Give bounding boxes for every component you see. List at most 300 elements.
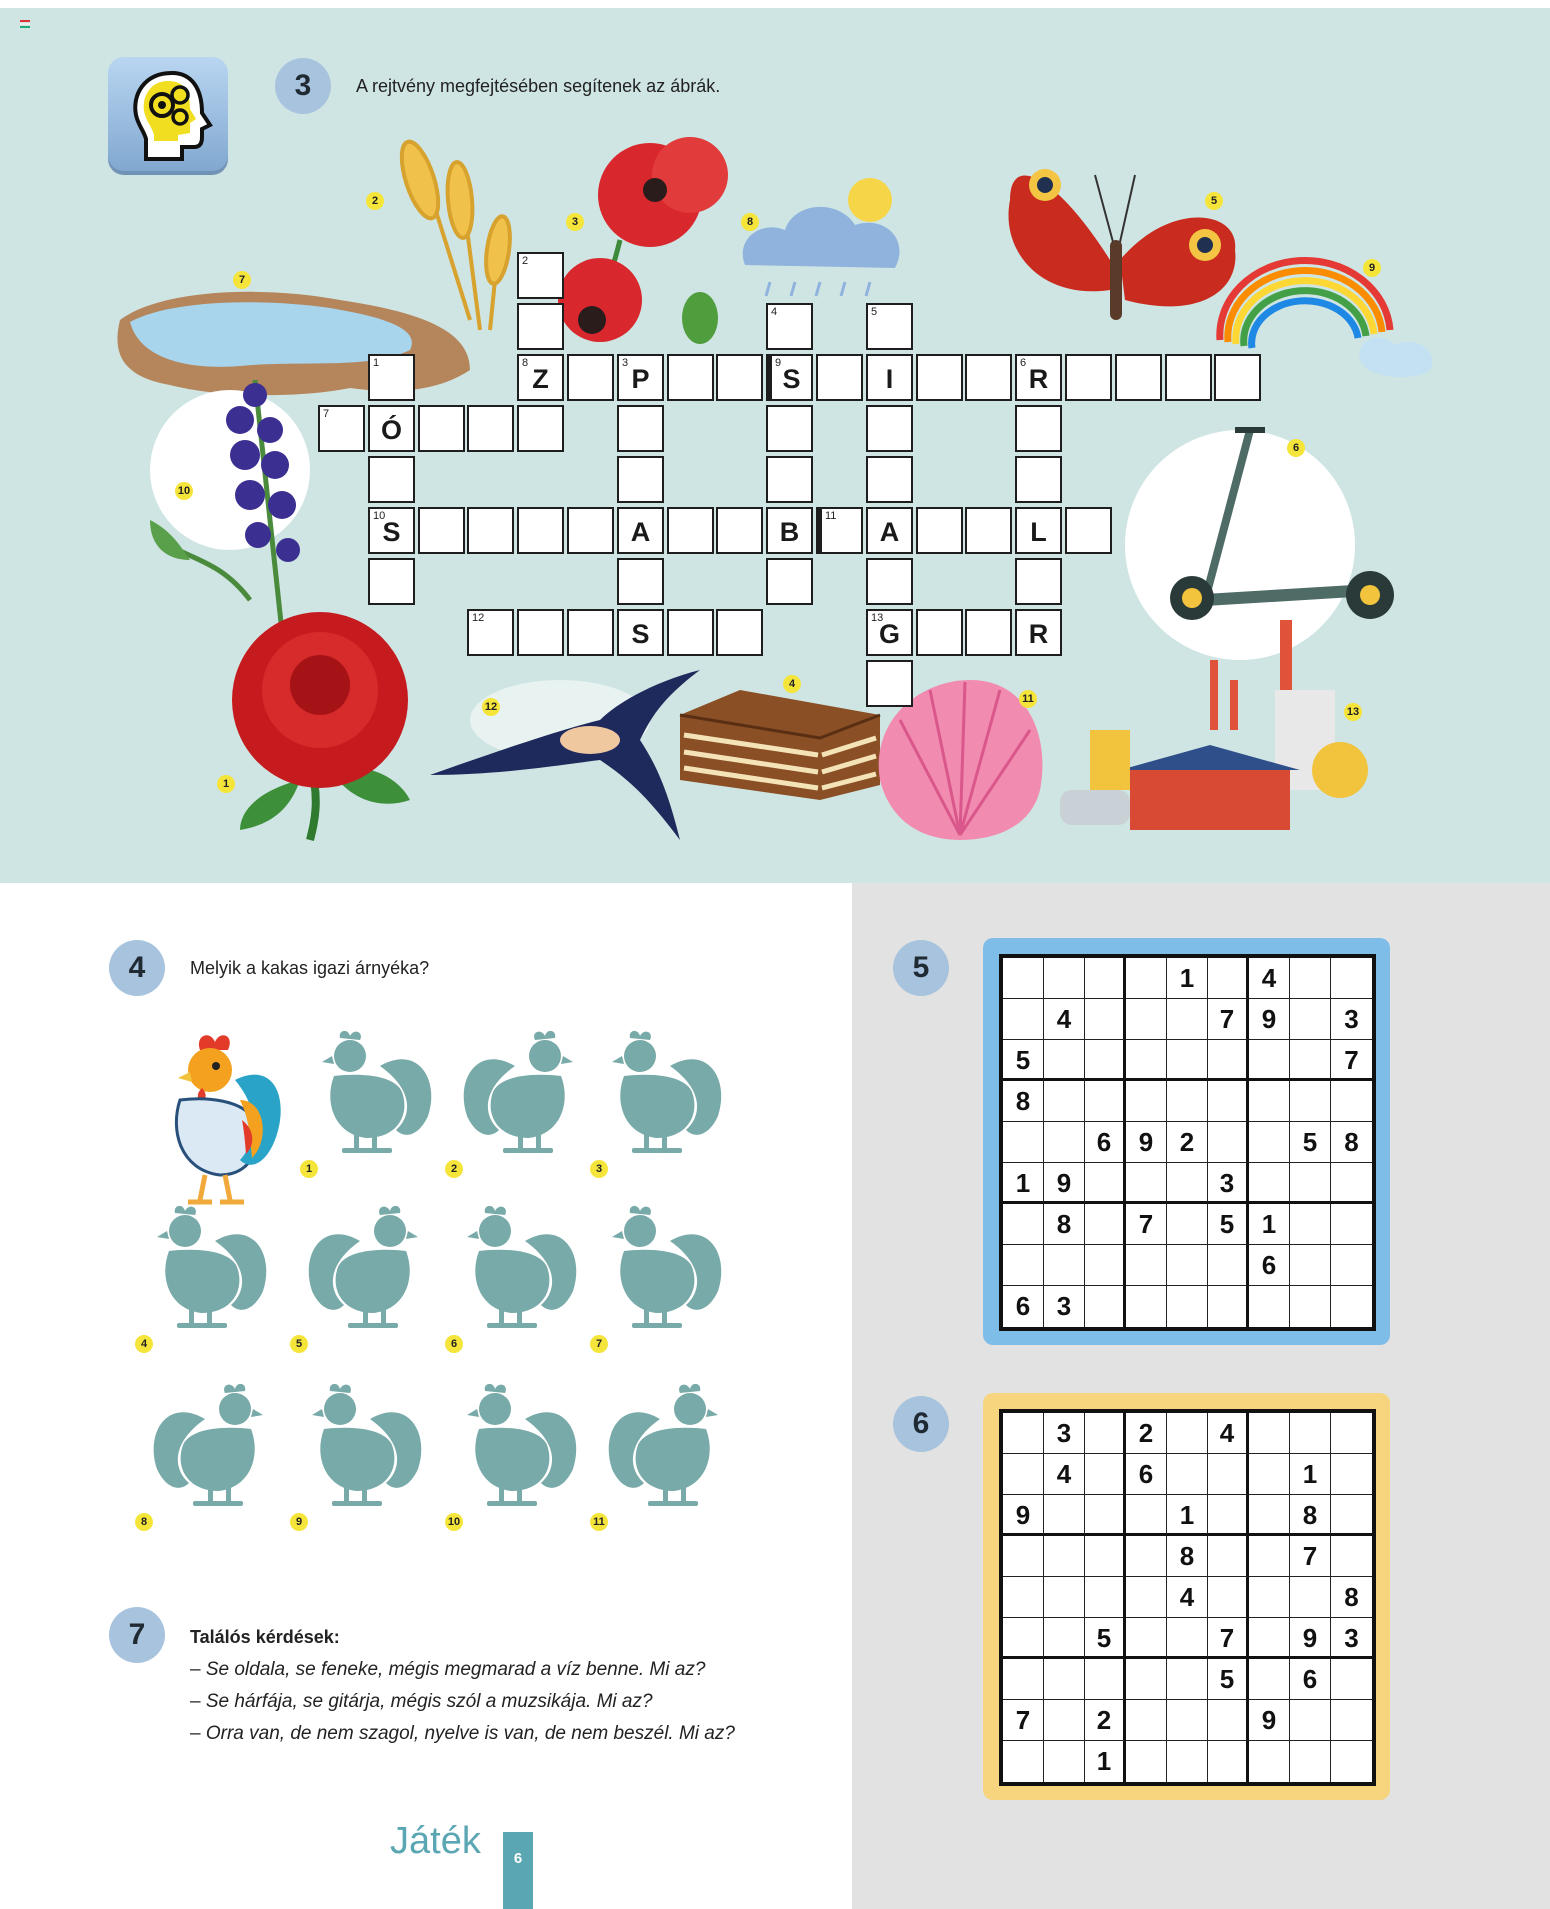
riddles-heading: Találós kérdések: [190, 1627, 340, 1647]
sudoku-cell[interactable]: 9 [1290, 1618, 1331, 1659]
sudoku-cell[interactable] [1126, 1286, 1167, 1327]
sudoku-cell[interactable] [1126, 1495, 1167, 1536]
sudoku-cell[interactable] [1290, 1700, 1331, 1741]
sudoku-cell[interactable]: 9 [1003, 1495, 1044, 1536]
poppy-icon [558, 137, 728, 344]
sudoku-cell[interactable]: 5 [1003, 1040, 1044, 1081]
sudoku-cell[interactable]: 8 [1044, 1204, 1085, 1245]
rooster-silhouette-icon [310, 1030, 440, 1160]
crossword-cell[interactable] [517, 405, 564, 452]
sudoku-cell[interactable]: 6 [1085, 1122, 1126, 1163]
sudoku-cell[interactable]: 8 [1331, 1577, 1372, 1618]
clue-number: 5 [871, 306, 878, 318]
sudoku-cell[interactable]: 5 [1208, 1204, 1249, 1245]
crossword-cell[interactable] [418, 507, 465, 554]
sudoku-cell[interactable] [1249, 1659, 1290, 1700]
sudoku-cell[interactable] [1085, 1536, 1126, 1577]
task-number-6: 6 [893, 1396, 949, 1452]
shadow-option[interactable] [450, 1205, 585, 1355]
sudoku-cell[interactable]: 7 [1126, 1204, 1167, 1245]
rooster-silhouette-icon [145, 1205, 275, 1335]
rooster-silhouette-icon [300, 1205, 430, 1335]
crossword-cell[interactable] [667, 507, 714, 554]
shadow-option[interactable] [593, 1383, 730, 1533]
sudoku-cell[interactable]: 7 [1208, 999, 1249, 1040]
sudoku-cell[interactable] [1167, 1081, 1208, 1122]
page-number: 6 [503, 1832, 533, 1909]
picture-label: 2 [366, 192, 384, 210]
crossword-cell[interactable] [368, 456, 415, 503]
picture-label: 8 [741, 213, 759, 231]
picture-label: 9 [1363, 259, 1381, 277]
sudoku-cell[interactable] [1044, 1577, 1085, 1618]
sudoku-cell[interactable] [1003, 1577, 1044, 1618]
sudoku-cell[interactable]: 5 [1290, 1122, 1331, 1163]
crossword-cell[interactable] [368, 507, 415, 554]
sudoku-cell[interactable] [1126, 1536, 1167, 1577]
sudoku-cell[interactable]: 4 [1044, 1454, 1085, 1495]
sudoku-cell[interactable] [1044, 1659, 1085, 1700]
sudoku-cell[interactable] [1208, 1741, 1249, 1782]
shadow-option[interactable] [140, 1205, 275, 1355]
sudoku-cell[interactable]: 6 [1126, 1454, 1167, 1495]
rooster-silhouette-icon [300, 1383, 430, 1513]
picture-label: 5 [1205, 192, 1223, 210]
sudoku-cell[interactable] [1249, 1413, 1290, 1454]
crossword-cell[interactable] [766, 558, 813, 605]
sudoku-cell[interactable]: 8 [1290, 1495, 1331, 1536]
crossword-cell[interactable] [517, 507, 564, 554]
sudoku-cell[interactable]: 1 [1003, 1163, 1044, 1204]
shadow-option-number: 4 [135, 1335, 153, 1353]
sudoku-cell[interactable] [1249, 1741, 1290, 1782]
sudoku-cell[interactable] [1044, 1700, 1085, 1741]
crossword-cell[interactable] [766, 303, 813, 350]
crossword-cell[interactable] [1065, 354, 1112, 401]
crossword-cell[interactable] [517, 609, 564, 656]
sudoku-cell[interactable] [1208, 1122, 1249, 1163]
sudoku-cell[interactable] [1085, 1659, 1126, 1700]
sudoku-cell[interactable]: 1 [1085, 1741, 1126, 1782]
rooster-silhouette-icon [455, 1383, 585, 1513]
crossword-cell[interactable] [1015, 609, 1062, 656]
sudoku-cell[interactable]: 9 [1126, 1122, 1167, 1163]
sudoku-cell[interactable]: 9 [1249, 1700, 1290, 1741]
sudoku-cell[interactable]: 6 [1290, 1659, 1331, 1700]
clue-number: 12 [472, 612, 485, 624]
given-letter: B [779, 517, 800, 547]
given-letter: R [1028, 364, 1049, 394]
crossword-cell[interactable] [916, 354, 963, 401]
rooster-icon [140, 1030, 290, 1210]
sudoku-cell[interactable] [1290, 1741, 1331, 1782]
rooster-silhouette-icon [145, 1383, 275, 1513]
crossword-cell[interactable] [866, 507, 913, 554]
sudoku-cell[interactable]: 5 [1208, 1659, 1249, 1700]
crossword-cell[interactable] [866, 609, 913, 656]
sudoku-cell[interactable] [1331, 1495, 1372, 1536]
picture-label: 4 [783, 675, 801, 693]
sudoku-cell[interactable] [1249, 1040, 1290, 1081]
given-letter: R [1028, 619, 1049, 649]
sudoku-cell[interactable] [1044, 1741, 1085, 1782]
sudoku-cell[interactable] [1167, 1700, 1208, 1741]
crossword-cell[interactable] [667, 354, 714, 401]
crossword-cell[interactable] [866, 303, 913, 350]
sudoku-cell[interactable] [1249, 1163, 1290, 1204]
crossword-cell[interactable] [916, 507, 963, 554]
sudoku-cell[interactable] [1003, 1454, 1044, 1495]
sudoku-cell[interactable] [1167, 1163, 1208, 1204]
crossword-cell[interactable] [567, 609, 614, 656]
sudoku-cell[interactable] [1331, 1454, 1372, 1495]
sudoku-cell[interactable]: 9 [1044, 1163, 1085, 1204]
clue-number: 7 [323, 408, 330, 420]
crossword-cell[interactable] [617, 609, 664, 656]
crossword-cell[interactable] [716, 354, 763, 401]
sudoku-cell[interactable] [1167, 1454, 1208, 1495]
sudoku-cell[interactable] [1085, 1286, 1126, 1327]
sudoku-cell[interactable] [1208, 958, 1249, 999]
sudoku-cell[interactable] [1003, 1659, 1044, 1700]
shadow-option-number: 6 [445, 1335, 463, 1353]
sudoku-cell[interactable] [1290, 1245, 1331, 1286]
shadow-option-number: 7 [590, 1335, 608, 1353]
sudoku-cell[interactable] [1044, 1245, 1085, 1286]
sudoku-cell[interactable] [1290, 1040, 1331, 1081]
sudoku-cell[interactable]: 1 [1249, 1204, 1290, 1245]
sudoku-cell[interactable]: 5 [1085, 1618, 1126, 1659]
sudoku-cell[interactable] [1331, 1700, 1372, 1741]
sudoku-cell[interactable] [1208, 1245, 1249, 1286]
shadow-option[interactable] [447, 1383, 585, 1533]
sudoku-cell[interactable] [1331, 1204, 1372, 1245]
sudoku-cell[interactable] [1290, 1163, 1331, 1204]
given-letter: Ó [380, 415, 402, 445]
crossword-cell[interactable] [766, 456, 813, 503]
sudoku-cell[interactable] [1167, 1204, 1208, 1245]
sudoku-cell[interactable]: 1 [1167, 958, 1208, 999]
sudoku-cell[interactable] [1249, 1286, 1290, 1327]
picture-label: 7 [233, 271, 251, 289]
sudoku-cell[interactable]: 4 [1208, 1413, 1249, 1454]
sudoku-cell[interactable] [1208, 1081, 1249, 1122]
sudoku-cell[interactable] [1044, 1122, 1085, 1163]
clue-number: 11 [825, 510, 837, 522]
sudoku-cell[interactable] [1331, 1741, 1372, 1782]
crossword-cell[interactable] [517, 303, 564, 350]
crossword-cell[interactable] [617, 456, 664, 503]
sudoku-cell[interactable] [1003, 1741, 1044, 1782]
shadow-option[interactable] [595, 1205, 730, 1355]
sudoku-cell[interactable] [1331, 1659, 1372, 1700]
sudoku-cell[interactable] [1126, 1040, 1167, 1081]
crossword-cell[interactable] [866, 660, 913, 707]
sudoku-cell[interactable] [1044, 1536, 1085, 1577]
crossword-cell[interactable] [617, 507, 664, 554]
sudoku-cell[interactable] [1290, 1577, 1331, 1618]
task-number-4: 4 [109, 940, 165, 996]
crossword-cell[interactable] [1015, 558, 1062, 605]
sudoku-cell[interactable] [1003, 1245, 1044, 1286]
sudoku-cell[interactable] [1331, 958, 1372, 999]
sudoku-cell[interactable]: 7 [1290, 1536, 1331, 1577]
sudoku-cell[interactable] [1126, 1618, 1167, 1659]
sudoku-cell[interactable] [1208, 1040, 1249, 1081]
shadow-option-number: 3 [590, 1160, 608, 1178]
sudoku-cell[interactable] [1003, 1413, 1044, 1454]
sudoku-cell[interactable] [1085, 1495, 1126, 1536]
given-letter: S [631, 619, 650, 649]
crossword-cell[interactable] [418, 405, 465, 452]
sudoku-cell[interactable] [1085, 1577, 1126, 1618]
sudoku-cell[interactable] [1249, 1536, 1290, 1577]
crossword-cell[interactable] [1015, 354, 1062, 401]
sudoku-cell[interactable] [1167, 1413, 1208, 1454]
sudoku-cell[interactable]: 4 [1167, 1577, 1208, 1618]
crossword-instruction: A rejtvény megfejtésében segítenek az ábrák. [356, 76, 721, 96]
shadow-option[interactable] [305, 1030, 440, 1180]
sudoku-cell[interactable] [1290, 999, 1331, 1040]
shadow-option[interactable] [450, 1030, 585, 1180]
sudoku-cell[interactable] [1126, 958, 1167, 999]
crossword-cell[interactable] [1115, 354, 1162, 401]
sudoku-cell[interactable] [1167, 1245, 1208, 1286]
sudoku-cell[interactable] [1167, 1040, 1208, 1081]
crossword-cell[interactable] [716, 609, 763, 656]
crossword-cell[interactable] [716, 507, 763, 554]
given-letter: S [382, 517, 401, 547]
shadow-option-number: 10 [445, 1513, 463, 1531]
sudoku-cell[interactable] [1331, 1081, 1372, 1122]
sudoku-cell[interactable] [1003, 958, 1044, 999]
task-number-7: 7 [109, 1607, 165, 1663]
sudoku-cell[interactable] [1044, 1495, 1085, 1536]
sudoku-cell[interactable]: 3 [1044, 1286, 1085, 1327]
sudoku-cell[interactable] [1249, 1577, 1290, 1618]
sudoku-cell[interactable]: 6 [1003, 1286, 1044, 1327]
sudoku-cell[interactable] [1331, 1286, 1372, 1327]
shadow-option[interactable] [595, 1030, 730, 1180]
sudoku-cell[interactable]: 3 [1208, 1163, 1249, 1204]
sudoku-cell[interactable]: 8 [1003, 1081, 1044, 1122]
sudoku-cell[interactable]: 7 [1331, 1040, 1372, 1081]
crossword-cell[interactable] [517, 252, 564, 299]
crossword-cell[interactable] [866, 558, 913, 605]
sudoku-cell[interactable] [1003, 999, 1044, 1040]
clue-number: 4 [771, 306, 778, 318]
crossword-cell[interactable] [567, 507, 614, 554]
crossword-cell[interactable] [916, 609, 963, 656]
crossword-cell[interactable] [318, 405, 365, 452]
crossword-cell[interactable] [517, 354, 564, 401]
sudoku-cell[interactable]: 3 [1044, 1413, 1085, 1454]
crossword-cell[interactable] [1015, 405, 1062, 452]
butterfly-icon [1008, 169, 1235, 320]
crossword-cell[interactable] [965, 507, 1012, 554]
sudoku-cell[interactable] [1085, 999, 1126, 1040]
sudoku-cell[interactable] [1290, 958, 1331, 999]
picture-label: 1 [217, 775, 235, 793]
sudoku-cell[interactable] [1208, 1700, 1249, 1741]
sudoku-cell[interactable] [1085, 1081, 1126, 1122]
rose-icon [232, 612, 410, 840]
sudoku-cell[interactable] [1126, 1245, 1167, 1286]
sudoku-cell[interactable] [1126, 1741, 1167, 1782]
picture-label: 11 [1019, 690, 1037, 708]
sudoku-cell[interactable] [1208, 1495, 1249, 1536]
sudoku-cell[interactable] [1290, 1204, 1331, 1245]
sudoku-cell[interactable] [1003, 1618, 1044, 1659]
sudoku-cell[interactable] [1331, 1245, 1372, 1286]
sudoku-cell[interactable] [1167, 1741, 1208, 1782]
riddle-line: – Se oldala, se feneke, mégis megmarad a víz benne. Mi az? [190, 1659, 706, 1680]
sudoku-cell[interactable] [1208, 1454, 1249, 1495]
sudoku-cell[interactable] [1126, 1163, 1167, 1204]
sudoku-cell[interactable]: 7 [1208, 1618, 1249, 1659]
sudoku-cell[interactable]: 4 [1044, 999, 1085, 1040]
sudoku-cell[interactable]: 8 [1331, 1122, 1372, 1163]
crossword-cell[interactable] [567, 354, 614, 401]
riddle-line: – Se hárfája, se gitárja, mégis szól a muzsikája. Mi az? [190, 1691, 653, 1712]
crossword-cell[interactable] [467, 507, 514, 554]
crossword-cell[interactable] [1214, 354, 1261, 401]
sudoku-cell[interactable] [1044, 958, 1085, 999]
sudoku-cell[interactable] [1331, 1163, 1372, 1204]
given-letter: A [630, 517, 651, 547]
given-letter: L [1030, 517, 1047, 547]
sudoku-cell[interactable] [1126, 1081, 1167, 1122]
crossword-cell[interactable] [1165, 354, 1212, 401]
sudoku-cell[interactable] [1290, 1286, 1331, 1327]
crossword-cell[interactable] [368, 354, 415, 401]
sudoku-cell[interactable] [1085, 1204, 1126, 1245]
given-letter: A [879, 517, 900, 547]
sudoku-cell[interactable]: 2 [1167, 1122, 1208, 1163]
crossword-cell[interactable] [766, 405, 813, 452]
sudoku-cell[interactable]: 4 [1249, 958, 1290, 999]
sudoku-cell[interactable]: 7 [1003, 1700, 1044, 1741]
sudoku-cell[interactable] [1208, 1577, 1249, 1618]
sudoku-cell[interactable] [1167, 1286, 1208, 1327]
sudoku-cell[interactable] [1167, 999, 1208, 1040]
sudoku-cell[interactable] [1249, 1495, 1290, 1536]
sudoku-cell[interactable] [1208, 1286, 1249, 1327]
sudoku-cell[interactable] [1167, 1618, 1208, 1659]
shadow-option-number: 9 [290, 1513, 308, 1531]
crossword-cell[interactable] [467, 609, 514, 656]
sudoku-cell[interactable] [1085, 1245, 1126, 1286]
sudoku-cell[interactable] [1085, 958, 1126, 999]
sudoku-cell[interactable]: 1 [1290, 1454, 1331, 1495]
sudoku-cell[interactable] [1085, 1413, 1126, 1454]
sudoku-2-grid [999, 1409, 1376, 1786]
sudoku-cell[interactable] [1249, 1081, 1290, 1122]
crossword-cell[interactable] [866, 456, 913, 503]
crossword-cell[interactable] [816, 507, 863, 554]
crossword-cell[interactable] [368, 405, 415, 452]
crossword-cell[interactable] [866, 405, 913, 452]
sudoku-cell[interactable] [1044, 1081, 1085, 1122]
sudoku-cell[interactable] [1003, 1122, 1044, 1163]
crossword-cell[interactable] [1015, 456, 1062, 503]
sudoku-1-grid [999, 954, 1376, 1331]
sudoku-cell[interactable] [1331, 1413, 1372, 1454]
crossword-cell[interactable] [617, 354, 664, 401]
shadow-option[interactable] [295, 1205, 430, 1355]
clue-number: 9 [775, 357, 782, 369]
shadow-option[interactable] [140, 1383, 275, 1533]
sudoku-cell[interactable] [1044, 1618, 1085, 1659]
sudoku-cell[interactable] [1249, 1618, 1290, 1659]
crossword-cell[interactable] [766, 507, 813, 554]
sudoku-cell[interactable] [1126, 999, 1167, 1040]
sudoku-cell[interactable] [1290, 1413, 1331, 1454]
sudoku-cell[interactable] [1331, 1536, 1372, 1577]
sudoku-cell[interactable]: 8 [1167, 1536, 1208, 1577]
riddle-line: – Orra van, de nem szagol, nyelve is van, de nem beszél. Mi az? [190, 1723, 735, 1744]
rooster-silhouette-icon [600, 1383, 730, 1513]
sudoku-cell[interactable] [1249, 1122, 1290, 1163]
sudoku-cell[interactable]: 2 [1126, 1413, 1167, 1454]
sudoku-cell[interactable] [1126, 1659, 1167, 1700]
clue-number: 8 [522, 357, 529, 369]
sudoku-cell[interactable] [1085, 1040, 1126, 1081]
sudoku-cell[interactable] [1003, 1536, 1044, 1577]
crossword-cell[interactable] [368, 558, 415, 605]
sudoku-cell[interactable]: 2 [1085, 1700, 1126, 1741]
given-letter: P [631, 364, 650, 394]
rooster-silhouette-icon [455, 1205, 585, 1335]
sudoku-cell[interactable]: 3 [1331, 1618, 1372, 1659]
sudoku-cell[interactable] [1208, 1536, 1249, 1577]
task-number-3: 3 [275, 58, 331, 114]
sudoku-cell[interactable] [1126, 1700, 1167, 1741]
sudoku-cell[interactable] [1290, 1081, 1331, 1122]
sudoku-cell[interactable] [1249, 1454, 1290, 1495]
clue-number: 3 [622, 357, 629, 369]
crossword-cell[interactable] [467, 405, 514, 452]
shadow-option-number: 1 [300, 1160, 318, 1178]
shadow-option-number: 8 [135, 1513, 153, 1531]
crossword-cell[interactable] [617, 405, 664, 452]
sudoku-cell[interactable] [1085, 1163, 1126, 1204]
rooster-silhouette-icon [600, 1030, 730, 1160]
crossword-cell[interactable] [667, 609, 714, 656]
crossword-cell[interactable] [766, 354, 813, 401]
crossword-cell[interactable] [866, 354, 913, 401]
sudoku-cell[interactable] [1044, 1040, 1085, 1081]
scooter-icon [1125, 430, 1394, 660]
footer-title: Játék [390, 1820, 481, 1862]
sudoku-cell[interactable] [1126, 1577, 1167, 1618]
sudoku-cell[interactable] [1003, 1204, 1044, 1245]
crossword-cell[interactable] [816, 354, 863, 401]
sudoku-cell[interactable]: 9 [1249, 999, 1290, 1040]
crossword-cell[interactable] [617, 558, 664, 605]
shadow-option[interactable] [295, 1383, 430, 1533]
sudoku-cell[interactable]: 1 [1167, 1495, 1208, 1536]
sudoku-cell[interactable]: 6 [1249, 1245, 1290, 1286]
sudoku-cell[interactable]: 3 [1331, 999, 1372, 1040]
crossword-cell[interactable] [1015, 507, 1062, 554]
sudoku-cell[interactable] [1085, 1454, 1126, 1495]
rooster-silhouette-icon [600, 1205, 730, 1335]
sudoku-cell[interactable] [1167, 1659, 1208, 1700]
crossword-cell[interactable] [1065, 507, 1112, 554]
crossword-cell[interactable] [965, 354, 1012, 401]
crossword-cell[interactable] [965, 609, 1012, 656]
